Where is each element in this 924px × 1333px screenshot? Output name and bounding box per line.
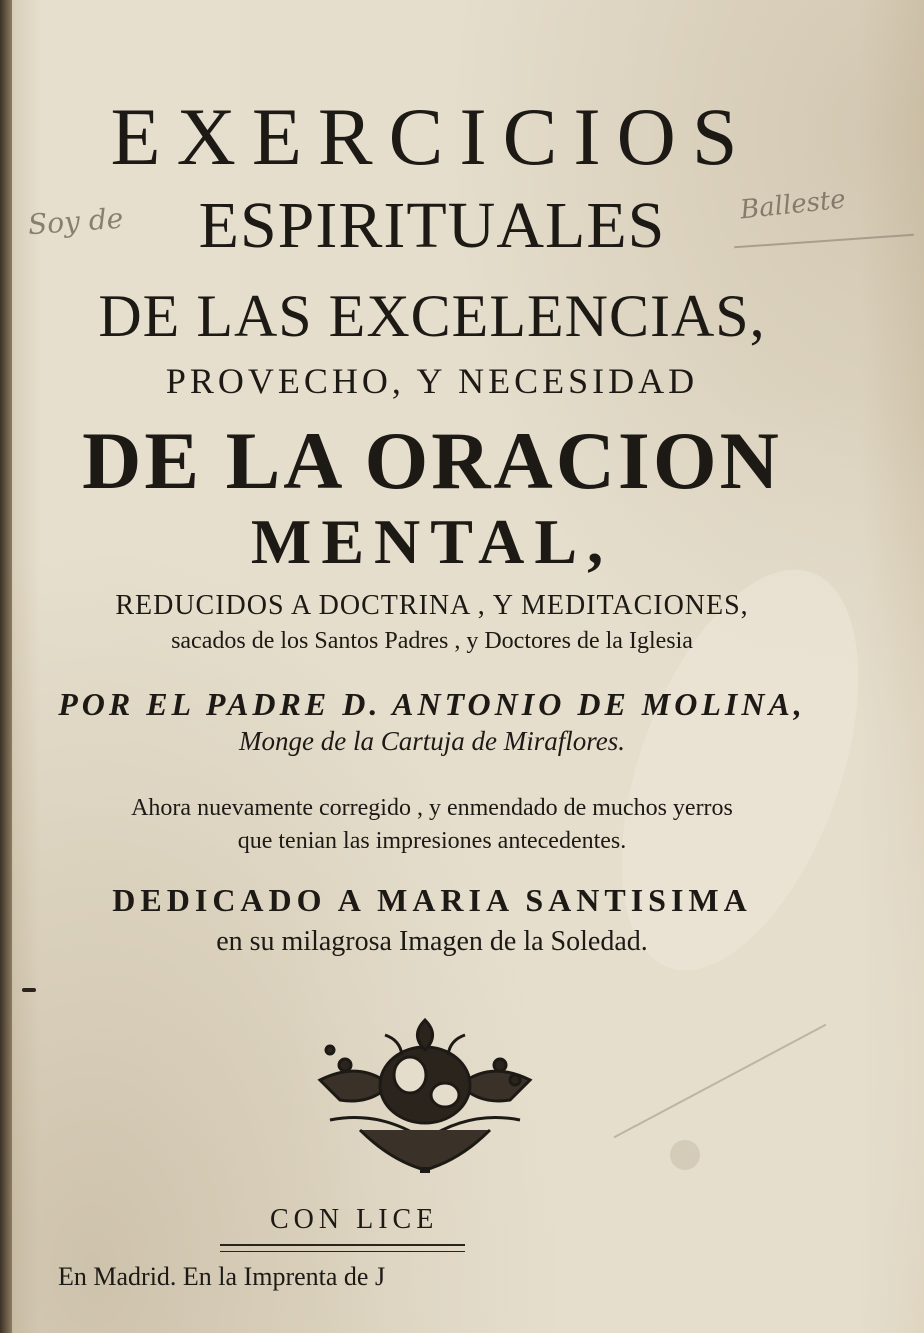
edition-note-line-2: que tenian las impresiones antecedentes. [237, 828, 627, 854]
double-rule-divider [220, 1244, 465, 1252]
book-spine-edge [0, 0, 12, 1333]
title-line-provecho: PROVECHO, Y NECESIDAD [165, 361, 699, 401]
author-role: Monge de la Cartuja de Miraflores. [239, 726, 625, 756]
subtitle-sacados: sacados de los Santos Padres , y Doctores de la Iglesia [171, 628, 693, 654]
title-line-exercicios: EXERCICIOS [110, 91, 754, 182]
author-line: POR EL PADRE D. ANTONIO DE MOLINA, [58, 686, 806, 722]
dedication-line-1: DEDICADO A MARIA SANTISIMA [112, 882, 752, 918]
handwritten-annotation-left: Soy de [26, 201, 125, 242]
dedication-line-2: en su milagrosa Imagen de la Soledad. [216, 926, 648, 957]
subtitle-reducidos: REDUCIDOS A DOCTRINA , Y MEDITACIONES, [115, 590, 749, 621]
imprint-line: En Madrid. En la Imprenta de J [58, 1262, 386, 1291]
paper-crease [614, 1024, 827, 1138]
edition-note-line-1: Ahora nuevamente corregido , y enmendado de muchos yerros [131, 795, 733, 821]
floral-basket-icon [300, 1010, 550, 1180]
title-line-espirituales: ESPIRITUALES [198, 189, 666, 262]
printer-mark [22, 988, 36, 992]
paper-stain [670, 1140, 700, 1170]
title-line-excelencias: DE LAS EXCELENCIAS, [98, 283, 766, 349]
license-line: CON LICE [270, 1204, 439, 1235]
title-line-oracion: DE LA ORACION [82, 415, 782, 506]
title-line-mental: MENTAL, [250, 506, 614, 577]
handwritten-annotation-right: Balleste [738, 184, 848, 226]
